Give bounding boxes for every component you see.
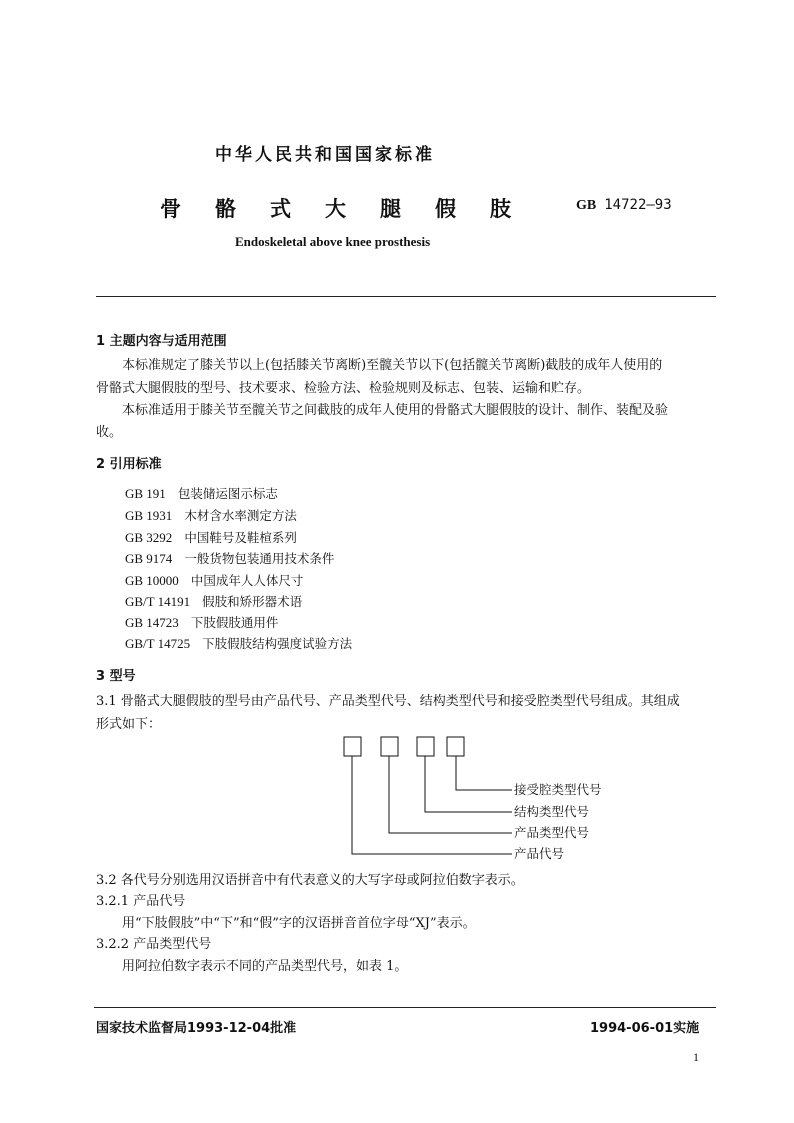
section-1-para-2-line-2: 收。 (96, 425, 123, 440)
english-title: Endoskeletal above knee prosthesis (235, 234, 431, 249)
reference-code: GB/T 14725 (125, 636, 191, 651)
reference-code: GB/T 14191 (125, 594, 191, 609)
code-box-structure-type (417, 737, 434, 756)
reference-title: 包装储运图示标志 (177, 486, 278, 501)
reference-item (125, 549, 334, 567)
section-2-heading: 2 引用标准 (96, 457, 162, 472)
header-divider (96, 296, 716, 297)
section-3-2-1-text: 用“下肢假肢”中“下”和“假”字的汉语拼音首位字母“XJ”表示。 (122, 916, 476, 931)
reference-code: GB 1931 (125, 508, 173, 523)
section-3-2-2-text: 用阿拉伯数字表示不同的产品类型代号，如表 1。 (122, 959, 408, 974)
reference-code: GB 3292 (125, 530, 173, 545)
code-structure-diagram (330, 730, 620, 870)
connector-line (389, 756, 512, 833)
standard-code (576, 197, 672, 214)
standard-title: 中华人民共和国国家标准 (215, 145, 435, 165)
reference-code: GB 14723 (125, 615, 179, 630)
diagram-label-socket-type: 接受腔类型代号 (514, 782, 602, 797)
standard-code-prefix: GB (576, 198, 597, 213)
document-title: 骨骼式大腿假肢 (160, 197, 545, 221)
diagram-label-structure-type: 结构类型代号 (514, 804, 590, 819)
section-3-2: 3.2 各代号分别选用汉语拼音中有代表意义的大写字母或阿拉伯数字表示。 (96, 873, 524, 888)
connector-line (352, 756, 512, 854)
reference-title: 一般货物包装通用技术条件 (184, 551, 335, 566)
effective-date: 1994-06-01实施 (590, 1021, 700, 1036)
section-3-heading: 3 型号 (96, 669, 136, 684)
reference-code: GB 10000 (125, 573, 179, 588)
connector-line (456, 756, 512, 790)
reference-code: GB 191 (125, 486, 166, 501)
section-1-para-1-line-2: 骨骼式大腿假肢的型号、技术要求、检验方法、检验规则及标志、包装、运输和贮存。 (96, 381, 591, 396)
standard-code-number: 14722—93 (604, 197, 672, 213)
reference-item (125, 571, 303, 589)
reference-item (125, 506, 297, 524)
section-3-2-2-heading: 3.2.2 产品类型代号 (96, 937, 212, 952)
reference-item (125, 634, 352, 652)
reference-title: 木材含水率测定方法 (184, 508, 297, 523)
reference-item (125, 592, 302, 610)
section-1-para-2-line-1: 本标准适用于膝关节至髋关节之间截肢的成年人使用的骨骼式大腿假肢的设计、制作、装配及验 (122, 403, 669, 418)
section-3-2-1-heading: 3.2.1 产品代号 (96, 894, 186, 909)
reference-item (125, 613, 278, 631)
section-1-para-1-line-1: 本标准规定了膝关节以上(包括膝关节离断)至髋关节以下(包括髋关节离断)截肢的成年人使用的 (122, 358, 663, 373)
code-box-product (344, 737, 361, 756)
section-3-1-line-2: 形式如下： (96, 717, 162, 732)
approval-note: 国家技术监督局1993-12-04批准 (96, 1021, 297, 1036)
reference-title: 中国成年人人体尺寸 (190, 573, 304, 588)
section-1-heading: 1 主题内容与适用范围 (96, 334, 227, 349)
reference-title: 下肢假肢通用件 (190, 615, 279, 630)
reference-item (125, 484, 278, 502)
diagram-label-product: 产品代号 (514, 846, 565, 861)
code-box-socket-type (447, 737, 464, 756)
reference-code: GB 9174 (125, 551, 173, 566)
diagram-label-product-type: 产品类型代号 (514, 825, 590, 840)
reference-title: 中国鞋号及鞋楦系列 (184, 530, 297, 545)
reference-title: 假肢和矫形器术语 (202, 594, 303, 609)
connector-line (425, 756, 512, 812)
page-number: 1 (693, 1050, 699, 1064)
code-box-product-type (381, 737, 398, 756)
footer-divider (94, 1007, 716, 1008)
reference-title: 下肢假肢结构强度试验方法 (202, 636, 353, 651)
section-3-1-line-1: 3.1 骨骼式大腿假肢的型号由产品代号、产品类型代号、结构类型代号和接受腔类型代号组成。其组成 (96, 694, 680, 709)
reference-item (125, 528, 297, 546)
